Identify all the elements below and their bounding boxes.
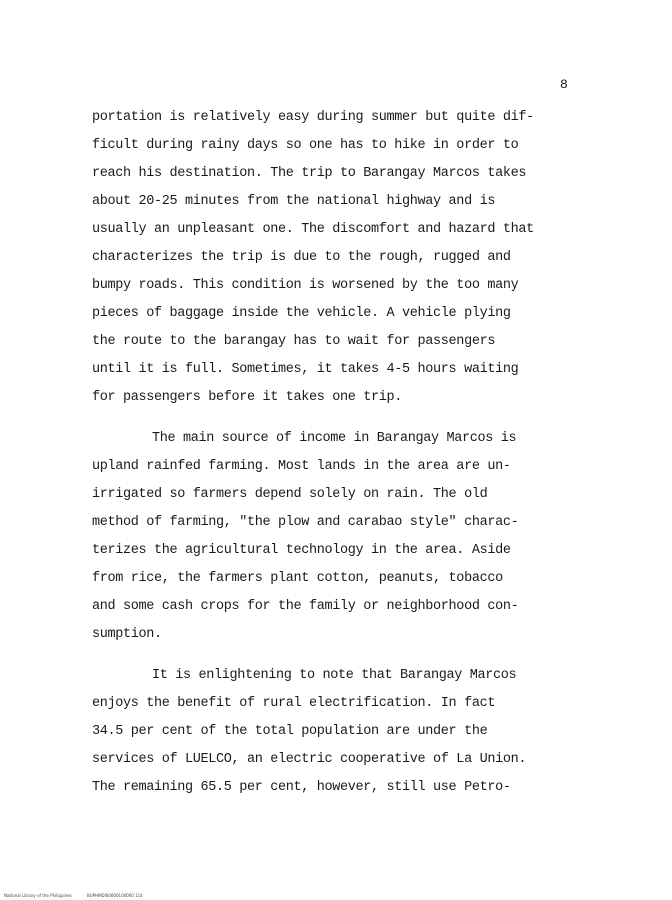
footer-code: BUPHMDIS0000100000 114 — [87, 893, 143, 898]
page-number: 8 — [560, 77, 568, 92]
paragraph-income — [92, 425, 612, 649]
text-line: The remaining 65.5 per cent, however, still use Petro- — [92, 780, 511, 795]
text-line: ficult during rainy days so one has to hike in order to — [92, 138, 519, 153]
text-line: reach his destination. The trip to Barangay Marcos takes — [92, 166, 527, 181]
text-line: services of LUELCO, an electric cooperative of La Union. — [92, 752, 527, 767]
text-line: method of farming, "the plow and carabao style" charac- — [92, 515, 519, 530]
text-line: terizes the agricultural technology in the area. Aside — [92, 543, 511, 558]
text-line: characterizes the trip is due to the rough, rugged and — [92, 250, 511, 265]
footer-library: National Library of the Philippines — [4, 893, 72, 898]
text-line: and some cash crops for the family or neighborhood con- — [92, 599, 519, 614]
text-line: upland rainfed farming. Most lands in the area are un- — [92, 459, 511, 474]
text-line: irrigated so farmers depend solely on rain. The old — [92, 487, 488, 502]
text-line: It is enlightening to note that Barangay Marcos — [152, 668, 517, 683]
text-line: The main source of income in Barangay Marcos is — [152, 431, 517, 446]
text-line: 34.5 per cent of the total population are under the — [92, 724, 488, 739]
text-line: usually an unpleasant one. The discomfort and hazard that — [92, 222, 534, 237]
text-line: bumpy roads. This condition is worsened by the too many — [92, 278, 519, 293]
text-line: about 20-25 minutes from the national highway and is — [92, 194, 496, 209]
text-line: for passengers before it takes one trip. — [92, 390, 403, 405]
text-line: the route to the barangay has to wait for passengers — [92, 334, 496, 349]
paragraph-transportation — [92, 104, 612, 412]
paragraph-electrification — [92, 662, 612, 802]
text-line: pieces of baggage inside the vehicle. A vehicle plying — [92, 306, 511, 321]
text-line: sumption. — [92, 627, 162, 642]
footer-stamp — [4, 893, 157, 898]
text-line: enjoys the benefit of rural electrification. In fact — [92, 696, 496, 711]
text-line: from rice, the farmers plant cotton, peanuts, tobacco — [92, 571, 503, 586]
text-line: until it is full. Sometimes, it takes 4-5 hours waiting — [92, 362, 519, 377]
text-line: portation is relatively easy during summer but quite dif- — [92, 110, 534, 125]
